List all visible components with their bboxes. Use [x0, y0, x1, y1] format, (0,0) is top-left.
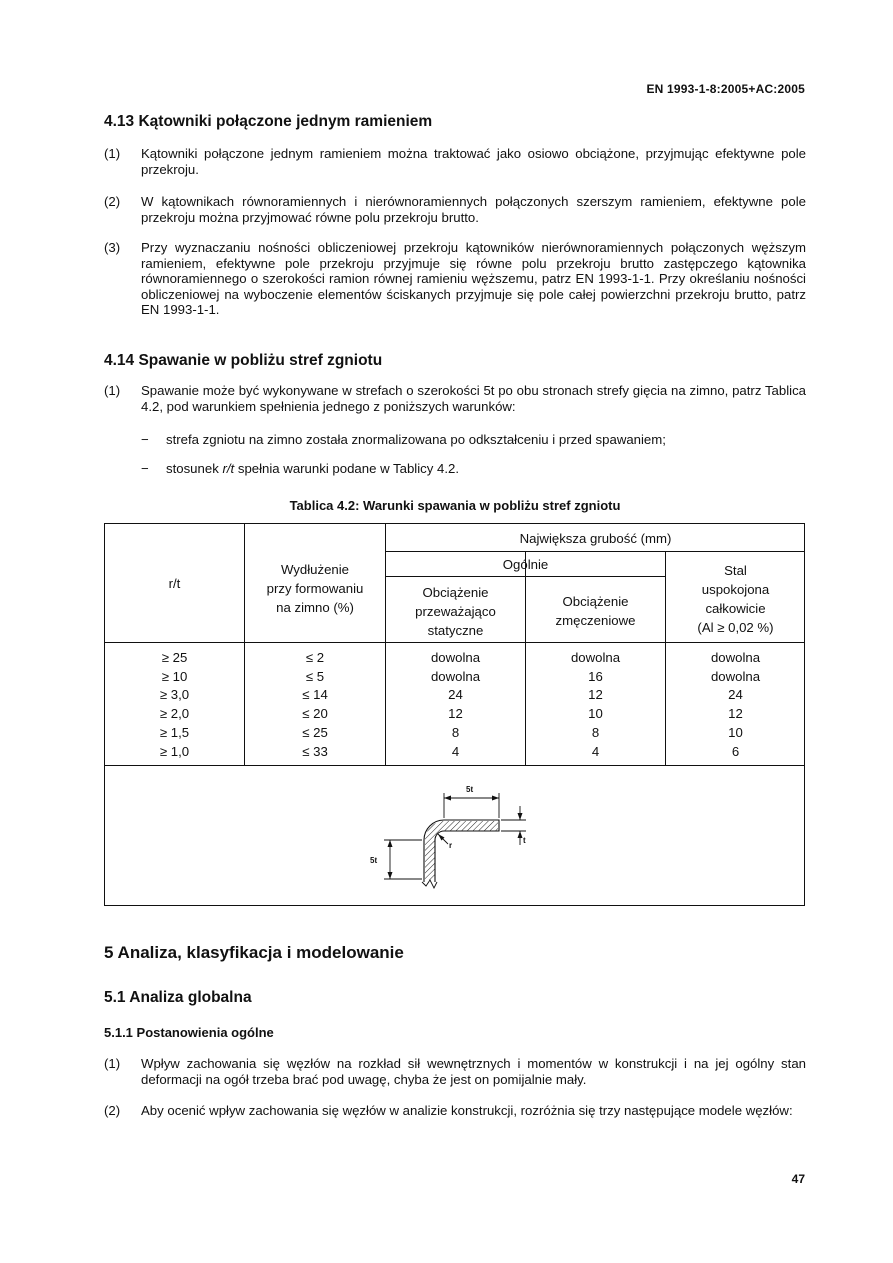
header-text: statyczne	[427, 622, 484, 638]
arrowhead	[388, 840, 393, 847]
paragraph-4-13-3	[104, 240, 806, 318]
column-rt-values	[105, 649, 244, 761]
header-text: Stal	[724, 563, 747, 578]
paragraph-number: (1)	[104, 383, 121, 398]
hatched-zone-horizontal	[444, 821, 498, 831]
paragraph-4-13-1	[104, 146, 806, 177]
hatched-zone-vertical	[425, 840, 435, 880]
header-text: Obciążenie	[422, 584, 489, 600]
paragraph-number: (2)	[104, 194, 121, 209]
column-killed-steel-values	[666, 649, 805, 761]
bullet-text: strefa zgniotu na zimno została znormalizowana po odkształceniu i przed spawaniem;	[166, 432, 666, 447]
header-killed-steel	[666, 556, 805, 642]
header-text: całkowicie	[705, 601, 766, 616]
header-static-load	[386, 580, 525, 642]
arrowhead	[388, 872, 393, 879]
arrowhead	[492, 796, 499, 801]
arrowhead	[518, 813, 523, 820]
header-text: przy formowaniu	[266, 580, 364, 596]
paragraph-4-13-2	[104, 194, 806, 225]
paragraph-text: Przy wyznaczaniu nośności obliczeniowej przekroju kątowników nierównoramiennych połączonych węższym ramieniem, efektywne pole przekroju przyjmuje się równe polu przekroju brutto zastępczego kątownika równoramiennego o szerokości ramion równej ramieniu węższemu, patrz EN 1993-1-1. Przy określaniu nośności obliczeniowej na wyboczenie elementów ściskanych przyjmuje się pole całej powierzchni przekroju brutto, patrz EN 1993-1-1.	[141, 240, 806, 317]
table-cell: 24	[448, 687, 463, 703]
section-5-heading: 5 Analiza, klasyfikacja i modelowanie	[104, 943, 404, 962]
table-caption: Tablica 4.2: Warunki spawania w pobliżu stref zgniotu	[289, 498, 621, 513]
table-divider	[385, 576, 665, 577]
section-5-1-heading: 5.1 Analiza globalna	[104, 989, 252, 1006]
paragraph-number: (2)	[104, 1103, 121, 1118]
table-cell: ≤ 20	[302, 706, 328, 722]
header-general: Ogólnie	[502, 556, 549, 572]
label-5t-top: 5t	[466, 785, 474, 794]
arrowhead	[518, 831, 523, 838]
label-t: t	[523, 836, 526, 845]
table-cell: dowolna	[430, 650, 481, 665]
header-text: przeważająco	[415, 603, 496, 619]
paragraph-4-14-1	[104, 383, 806, 414]
label-5t-side: 5t	[370, 856, 378, 865]
table-cell: 12	[588, 687, 603, 703]
section-4-14-heading: 4.14 Spawanie w pobliżu stref zgniotu	[104, 352, 383, 369]
table-divider	[105, 765, 805, 766]
header-text: na zimno (%)	[276, 599, 354, 615]
table-cell: 4	[591, 743, 600, 759]
table-cell: ≤ 14	[302, 687, 328, 703]
table-cell: ≥ 1,5	[159, 724, 190, 740]
header-fatigue-load	[526, 580, 665, 642]
table-cell: dowolna	[710, 668, 761, 684]
section-4-13-heading: 4.13 Kątowniki połączone jednym ramieniem	[104, 113, 433, 130]
column-elongation-values	[245, 649, 385, 761]
table-cell: 24	[728, 687, 743, 703]
paragraph-number: (3)	[104, 240, 121, 255]
table-cell: ≥ 25	[161, 650, 188, 665]
bullet-dash: −	[141, 461, 149, 476]
column-fatigue-values	[526, 649, 665, 761]
table-divider	[105, 642, 805, 643]
header-text: (Al ≥ 0,02 %)	[697, 620, 774, 635]
table-cell: 16	[588, 668, 603, 684]
bullet-item-2	[141, 461, 806, 477]
header-text: Obciążenie	[562, 594, 629, 609]
bullet-text	[166, 461, 806, 477]
header-text: uspokojona	[701, 582, 770, 597]
label-r: r	[449, 841, 453, 850]
bullet-dash: −	[141, 432, 149, 447]
paragraph-text: W kątownikach równoramiennych i nierównoramiennych połączonych szerszym ramieniem, efektywne pole przekroju można przyjmować równe polu przekroju brutto.	[141, 194, 806, 225]
table-cell: 8	[591, 724, 600, 740]
table-cell: ≥ 3,0	[159, 687, 190, 703]
paragraph-text: Wpływ zachowania się węzłów na rozkład sił wewnętrznych i momentów w konstrukcji i na jej ogólny stan deformacji na ogół trzeba brać pod uwagę, chyba że jest on pomijalnie mały.	[141, 1056, 806, 1087]
paragraph-number: (1)	[104, 146, 121, 161]
section-5-1-1-heading: 5.1.1 Postanowienia ogólne	[104, 1025, 274, 1040]
table-cell: 6	[731, 743, 740, 759]
table-cell: dowolna	[430, 668, 481, 684]
table-cell: 12	[728, 706, 743, 722]
table-4-2	[104, 523, 805, 906]
table-cell: 12	[448, 706, 463, 722]
table-cell: ≥ 10	[161, 668, 188, 684]
bullet-text-start: stosunek	[166, 461, 223, 476]
table-cell: ≤ 2	[305, 650, 325, 665]
header-text: zmęczeniowe	[555, 613, 636, 628]
paragraph-number: (1)	[104, 1056, 121, 1071]
paragraph-5-1-1-2	[104, 1103, 806, 1119]
table-cell: ≤ 5	[305, 668, 325, 684]
page-number: 47	[791, 1172, 805, 1186]
bullet-text-end: spełnia warunki podane w Tablicy 4.2.	[234, 461, 459, 476]
header-max-thickness: Największa grubość (mm)	[519, 531, 672, 546]
table-cell: 4	[451, 743, 460, 759]
table-cell: dowolna	[710, 650, 761, 665]
paragraph-5-1-1-1	[104, 1056, 806, 1087]
table-cell: 8	[451, 724, 460, 740]
column-static-values	[386, 649, 525, 761]
paragraph-text: Spawanie może być wykonywane w strefach o szerokości 5t po obu stronach strefy gięcia na zimno, patrz Tablica 4.2, pod warunkiem spełnienia jednego z poniższych warunków:	[141, 383, 806, 414]
header-elongation	[245, 552, 385, 624]
table-cell: 10	[728, 724, 743, 740]
table-cell: 10	[588, 706, 603, 722]
paragraph-text: Kątowniki połączone jednym ramieniem można traktować jako osiowo obciążone, przyjmując efektywne pole przekroju.	[141, 146, 806, 177]
bullet-text-ratio: r/t	[222, 461, 235, 476]
document-reference: EN 1993-1-8:2005+AC:2005	[646, 82, 805, 96]
table-cell: dowolna	[570, 650, 621, 665]
header-text: Wydłużenie	[280, 561, 350, 577]
bullet-item-1	[141, 432, 806, 448]
paragraph-text: Aby ocenić wpływ zachowania się węzłów w analizie konstrukcji, rozróżnia się trzy następujące modele węzłów:	[141, 1103, 793, 1118]
table-cell: ≤ 33	[302, 743, 328, 759]
table-cell: ≥ 2,0	[159, 706, 190, 722]
header-rt: r/t	[168, 575, 181, 591]
bent-zone-figure	[360, 768, 540, 900]
table-cell: ≥ 1,0	[159, 743, 190, 759]
table-cell: ≤ 25	[302, 724, 328, 740]
arrowhead	[444, 796, 451, 801]
